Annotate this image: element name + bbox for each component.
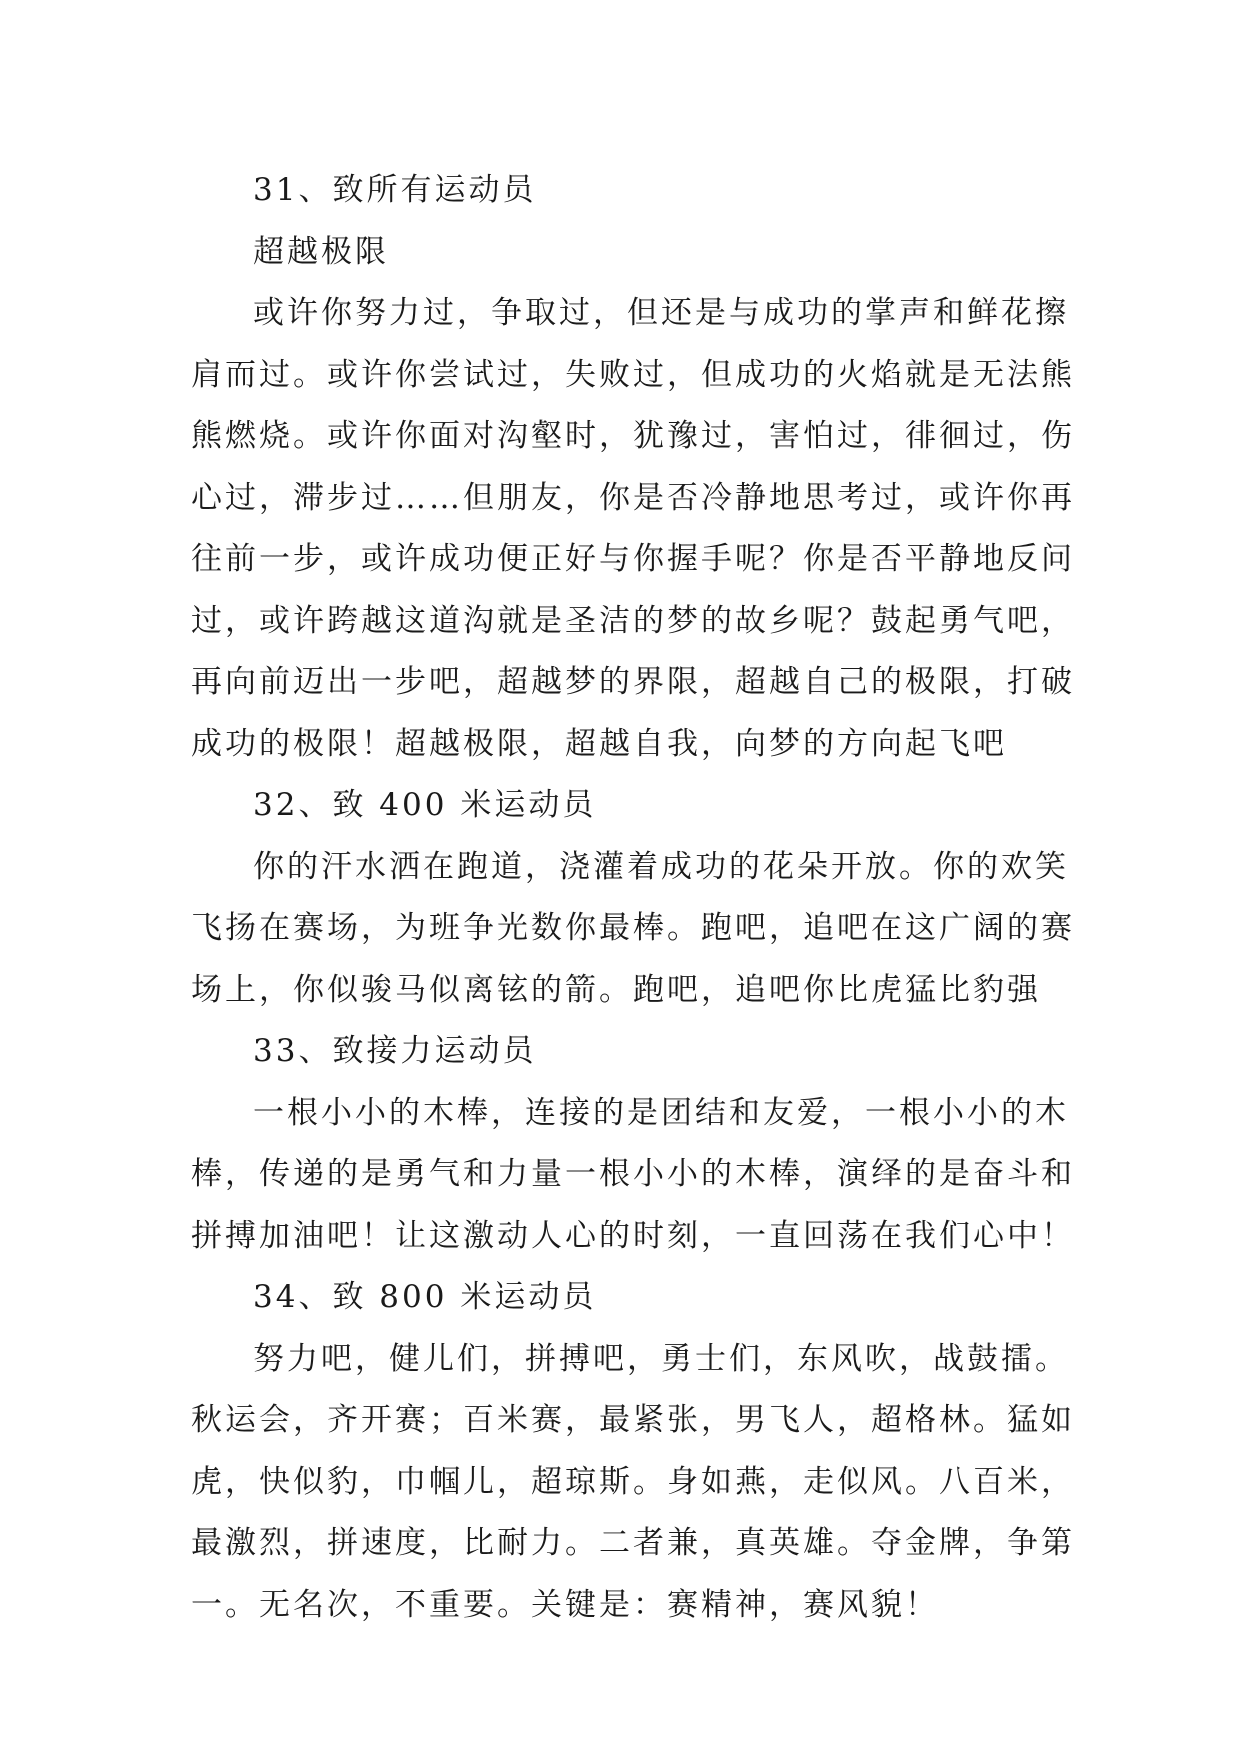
section-heading: 31、致所有运动员 (253, 172, 537, 208)
section-paragraph (191, 837, 1075, 1022)
paragraph-line: 过，或许跨越这道沟就是圣洁的梦的故乡呢？鼓起勇气吧， (191, 602, 1075, 639)
paragraph-line: 虎，快似豹，巾帼儿，超琼斯。身如燕，走似风。八百米， (191, 1463, 1075, 1500)
section-heading: 33、致接力运动员 (253, 1033, 537, 1069)
section-paragraph (191, 283, 1075, 775)
paragraph-line: 心过，滞步过……但朋友，你是否冷静地思考过，或许你再 (191, 479, 1075, 516)
paragraph-line: 棒，传递的是勇气和力量一根小小的木棒，演绎的是奋斗和 (191, 1156, 1075, 1192)
paragraph-line: 一。无名次，不重要。关键是：赛精神，赛风貌！ (191, 1586, 939, 1623)
paragraph-line: 拼搏加油吧！让这激动人心的时刻，一直回荡在我们心中！ (191, 1217, 1075, 1254)
section-paragraph (191, 1329, 1075, 1637)
paragraph-line: 或许你努力过，争取过，但还是与成功的掌声和鲜花擦 (253, 295, 1069, 331)
document-page (191, 160, 1075, 1636)
paragraph-line: 最激烈，拼速度，比耐力。二者兼，真英雄。夺金牌，争第 (191, 1525, 1075, 1561)
paragraph-line: 熊燃烧。或许你面对沟壑时，犹豫过，害怕过，徘徊过，伤 (191, 418, 1075, 454)
paragraph-line: 场上，你似骏马似离铉的箭。跑吧，追吧你比虎猛比豹强 (191, 971, 1041, 1008)
paragraph-line: 往前一步，或许成功便正好与你握手呢？你是否平静地反问 (191, 541, 1075, 577)
paragraph-line: 成功的极限！超越极限，超越自我，向梦的方向起飞吧 (191, 725, 1007, 762)
paragraph-line: 秋运会，齐开赛；百米赛，最紧张，男飞人，超格林。猛如 (191, 1402, 1075, 1438)
section-paragraph (191, 1083, 1075, 1268)
section-heading: 32、致 400 米运动员 (253, 787, 597, 823)
paragraph-line: 努力吧，健儿们，拼搏吧，勇士们，东风吹，战鼓擂。 (253, 1340, 1069, 1377)
section-heading: 34、致 800 米运动员 (253, 1279, 597, 1315)
paragraph-line: 你的汗水洒在跑道，浇灌着成功的花朵开放。你的欢笑 (253, 848, 1069, 885)
paragraph-line: 肩而过。或许你尝试过，失败过，但成功的火焰就是无法熊 (191, 356, 1075, 393)
paragraph-line: 再向前迈出一步吧，超越梦的界限，超越自己的极限，打破 (191, 664, 1075, 700)
section-subheading: 超越极限 (253, 233, 389, 270)
paragraph-line: 飞扬在赛场，为班争光数你最棒。跑吧，追吧在这广阔的赛 (191, 910, 1075, 946)
paragraph-line: 一根小小的木棒，连接的是团结和友爱，一根小小的木 (253, 1094, 1069, 1131)
